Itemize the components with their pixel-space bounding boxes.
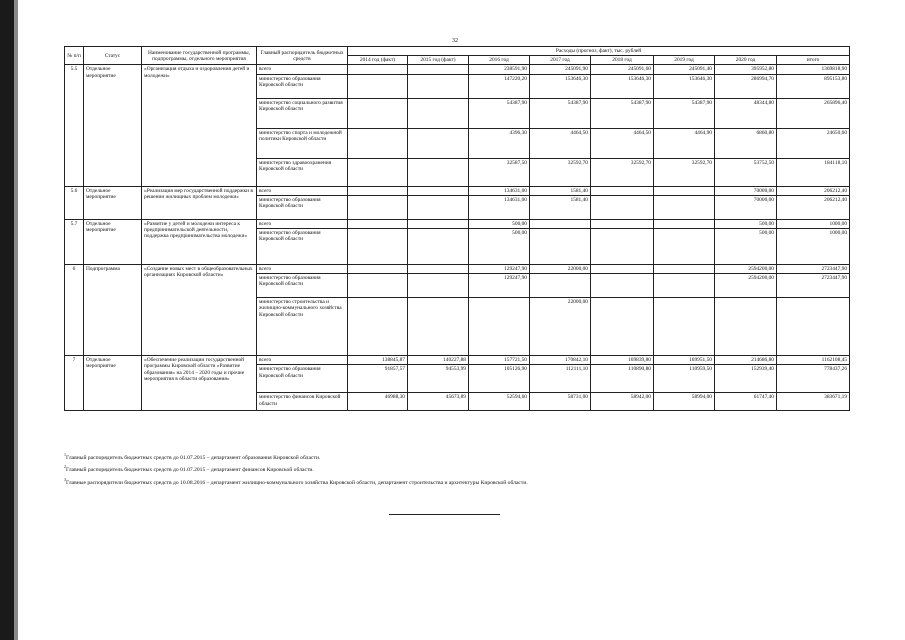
row-num: 7	[65, 356, 84, 411]
scan-left-border	[0, 0, 14, 640]
cell-value: 153646,30	[654, 74, 715, 98]
cell-value: 54387,90	[469, 98, 530, 128]
footnote-mark: 1	[64, 452, 66, 457]
row-status: Подпрограмма	[84, 265, 142, 356]
scan-left-shadow	[14, 0, 18, 640]
col-header-admin: Главный распорядитель бюджетных средств	[257, 47, 348, 65]
row-name: «Создание новых мест в общеобразовательных организациях Кировской области»	[142, 265, 257, 356]
footnote	[64, 476, 864, 488]
cell-value: 1581,40	[530, 186, 591, 195]
cell-value: 45673,89	[408, 393, 469, 411]
cell-total: 383671,19	[777, 393, 850, 411]
row-status: Отдельное мероприятие	[84, 219, 142, 264]
cell-value	[654, 219, 715, 228]
cell-value	[715, 298, 777, 356]
cell-value	[408, 265, 469, 274]
table-row	[65, 65, 850, 74]
cell-value: 112111,10	[530, 365, 591, 393]
cell-value: 4464,50	[591, 128, 654, 158]
cell-value: 169951,50	[654, 356, 715, 365]
cell-value	[469, 298, 530, 356]
table-row	[65, 356, 850, 365]
cell-value: 138845,87	[348, 356, 408, 365]
cell-value	[408, 195, 469, 219]
cell-value	[408, 274, 469, 298]
cell-value: 52594,60	[469, 393, 530, 411]
cell-total: 206212,40	[777, 195, 850, 219]
cell-value: 70000,00	[715, 186, 777, 195]
cell-value	[348, 298, 408, 356]
page-number: 32	[452, 38, 458, 44]
cell-value	[348, 186, 408, 195]
cell-value: 58731,00	[530, 393, 591, 411]
cell-value: 153646,30	[591, 74, 654, 98]
cell-total: 895153,80	[777, 74, 850, 98]
row-num: 5.5	[65, 65, 84, 186]
row-admin: министерство образования Кировской области	[257, 74, 348, 98]
row-admin: министерство здравоохранения Кировской области	[257, 158, 348, 186]
cell-total: 206212,40	[777, 186, 850, 195]
cell-value: 4464,90	[654, 128, 715, 158]
cell-value: 500,00	[469, 219, 530, 228]
expenses-table	[64, 46, 850, 411]
cell-total: 24650,60	[777, 128, 850, 158]
cell-value: 245091,40	[654, 65, 715, 74]
row-admin: министерство финансов Кировской области	[257, 393, 348, 411]
cell-value	[654, 186, 715, 195]
cell-value	[348, 274, 408, 298]
cell-value: 1581,40	[530, 195, 591, 219]
cell-total: 1369818,90	[777, 65, 850, 74]
cell-value: 6860,80	[715, 128, 777, 158]
col-header-status: Статус	[84, 47, 142, 65]
cell-value	[591, 229, 654, 265]
col-header-name: Наименование государственной программы, подпрограммы, отдельного мероприятия	[142, 47, 257, 65]
separator-line	[389, 514, 500, 515]
cell-value: 48344,80	[715, 98, 777, 128]
row-status: Отдельное мероприятие	[84, 65, 142, 186]
row-num: 6	[65, 265, 84, 356]
cell-value: 32587,50	[469, 158, 530, 186]
cell-value: 61747,40	[715, 393, 777, 411]
col-header-year: 2018 год	[591, 56, 654, 65]
cell-total: 2723447,90	[777, 265, 850, 274]
cell-value	[654, 195, 715, 219]
row-admin: министерство образования Кировской области	[257, 365, 348, 393]
cell-value: 110959,50	[654, 365, 715, 393]
footnote-mark: 2	[64, 464, 66, 470]
row-admin: министерство строительства и жилищно-коммунального хозяйства Кировской области	[257, 298, 348, 356]
footnote-text: Главный распорядитель бюджетных средств до 01.07.2015 – департамент образования Кировской области.	[66, 454, 321, 461]
cell-value: 58994,00	[654, 393, 715, 411]
row-num: 5.7	[65, 219, 84, 264]
cell-value	[348, 158, 408, 186]
cell-total: 1162108,45	[777, 356, 850, 365]
cell-value	[530, 219, 591, 228]
cell-value	[408, 158, 469, 186]
footnote	[64, 463, 864, 475]
footnote-text: Главные распорядители бюджетных средств до 10.08.2016 – департамент жилищно-коммунального хозяйства Кировской области, департамент строительства и архитектуры Кировской области.	[66, 479, 528, 486]
row-admin: всего	[257, 186, 348, 195]
col-header-expenses: Расходы (прогноз, факт), тыс. рублей	[348, 47, 850, 56]
col-header-year: 2016 год	[469, 56, 530, 65]
cell-total	[777, 298, 850, 356]
cell-value	[408, 186, 469, 195]
cell-value: 245091,60	[591, 65, 654, 74]
cell-total: 184118,10	[777, 158, 850, 186]
cell-total: 1000,00	[777, 229, 850, 265]
cell-value: 58942,00	[591, 393, 654, 411]
cell-value: 32592,70	[591, 158, 654, 186]
cell-value	[348, 229, 408, 265]
cell-total: 265896,40	[777, 98, 850, 128]
cell-value	[654, 298, 715, 356]
cell-value: 238591,90	[469, 65, 530, 74]
col-header-year: 2015 год (факт)	[408, 56, 469, 65]
cell-value	[408, 98, 469, 128]
cell-value	[654, 229, 715, 265]
cell-value: 54387,90	[530, 98, 591, 128]
row-status: Отдельное мероприятие	[84, 186, 142, 219]
cell-value: 105126,90	[469, 365, 530, 393]
cell-value	[348, 65, 408, 74]
cell-value	[408, 74, 469, 98]
cell-value	[591, 195, 654, 219]
footnote-mark: 3	[64, 476, 66, 482]
cell-value	[348, 195, 408, 219]
cell-value: 500,00	[715, 219, 777, 228]
row-name: «Развитие у детей и молодежи интереса к предпринимательской деятельности, поддержка предпринимательства молодежи»	[142, 219, 257, 264]
row-name: «Реализация мер государственной поддержки в решении жилищных проблем молодежи»	[142, 186, 257, 219]
cell-value: 500,00	[715, 229, 777, 265]
cell-value: 91857,57	[348, 365, 408, 393]
cell-value: 152939,40	[715, 365, 777, 393]
cell-value	[591, 219, 654, 228]
header-row-1	[65, 47, 850, 56]
col-header-year: 2014 год (факт)	[348, 56, 408, 65]
cell-value	[348, 219, 408, 228]
cell-total: 2723447,90	[777, 274, 850, 298]
cell-value	[348, 98, 408, 128]
col-header-year: 2017 год	[530, 56, 591, 65]
cell-value	[654, 274, 715, 298]
cell-value: 286994,70	[715, 74, 777, 98]
cell-value: 129247,90	[469, 274, 530, 298]
table-row	[65, 265, 850, 274]
cell-value: 53752,50	[715, 158, 777, 186]
cell-value: 245091,90	[530, 65, 591, 74]
row-admin: министерство образования Кировской области	[257, 229, 348, 265]
cell-value	[591, 186, 654, 195]
row-admin: всего	[257, 65, 348, 74]
col-header-year: 2020 год	[715, 56, 777, 65]
cell-value	[591, 298, 654, 356]
col-header-year: 2019 год	[654, 56, 715, 65]
cell-value: 169839,80	[591, 356, 654, 365]
row-admin: всего	[257, 356, 348, 365]
cell-value: 22000,00	[530, 265, 591, 274]
cell-value: 94553,99	[408, 365, 469, 393]
cell-value: 54387,90	[591, 98, 654, 128]
cell-value: 4464,50	[530, 128, 591, 158]
row-name: «Обеспечение реализации государственной программы Кировской области «Развитие образования» на 2014 – 2020 годы и прочие мероприятия в области образования»	[142, 356, 257, 411]
cell-value	[408, 128, 469, 158]
cell-value: 110890,80	[591, 365, 654, 393]
cell-value	[654, 265, 715, 274]
table-row	[65, 219, 850, 228]
cell-value: 170842,10	[530, 356, 591, 365]
row-num: 5.6	[65, 186, 84, 219]
row-admin: министерство социального развития Кировской области	[257, 98, 348, 128]
cell-value	[591, 274, 654, 298]
cell-value: 54387,90	[654, 98, 715, 128]
col-header-num: № п/п	[65, 47, 84, 65]
row-name: «Организация отдыха и оздоровления детей и молодежи»	[142, 65, 257, 186]
cell-value: 46988,30	[348, 393, 408, 411]
cell-value: 157721,50	[469, 356, 530, 365]
cell-value	[408, 298, 469, 356]
row-admin: министерство спорта и молодежной политики Кировской области	[257, 128, 348, 158]
cell-value: 2594200,00	[715, 265, 777, 274]
cell-value	[348, 265, 408, 274]
cell-value: 70000,00	[715, 195, 777, 219]
cell-value: 214686,80	[715, 356, 777, 365]
cell-total: 1000,00	[777, 219, 850, 228]
row-status: Отдельное мероприятие	[84, 356, 142, 411]
cell-value: 32592,70	[654, 158, 715, 186]
row-admin: министерство образования Кировской области	[257, 274, 348, 298]
cell-value: 140227,88	[408, 356, 469, 365]
cell-value: 22000,00	[530, 298, 591, 356]
cell-value	[591, 265, 654, 274]
cell-value	[408, 65, 469, 74]
row-admin: министерство образования Кировской области	[257, 195, 348, 219]
cell-value	[408, 219, 469, 228]
cell-value	[530, 274, 591, 298]
cell-value: 500,00	[469, 229, 530, 265]
footnote	[64, 451, 864, 463]
cell-value: 4396,30	[469, 128, 530, 158]
cell-value: 147220,20	[469, 74, 530, 98]
cell-value: 129247,90	[469, 265, 530, 274]
cell-value	[408, 229, 469, 265]
cell-value	[348, 74, 408, 98]
cell-value: 395952,80	[715, 65, 777, 74]
cell-value	[530, 229, 591, 265]
cell-total: 778437,26	[777, 365, 850, 393]
row-admin: всего	[257, 265, 348, 274]
row-admin: всего	[257, 219, 348, 228]
cell-value: 134631,00	[469, 195, 530, 219]
cell-value: 153646,30	[530, 74, 591, 98]
cell-value: 2594200,00	[715, 274, 777, 298]
col-header-total: итого	[777, 56, 850, 65]
cell-value: 32592,70	[530, 158, 591, 186]
cell-value	[348, 128, 408, 158]
cell-value: 134631,00	[469, 186, 530, 195]
footnote-text: Главный распорядитель бюджетных средств до 01.07.2015 – департамент финансов Кировской области.	[66, 467, 314, 474]
footnotes	[64, 451, 864, 488]
table-row	[65, 186, 850, 195]
